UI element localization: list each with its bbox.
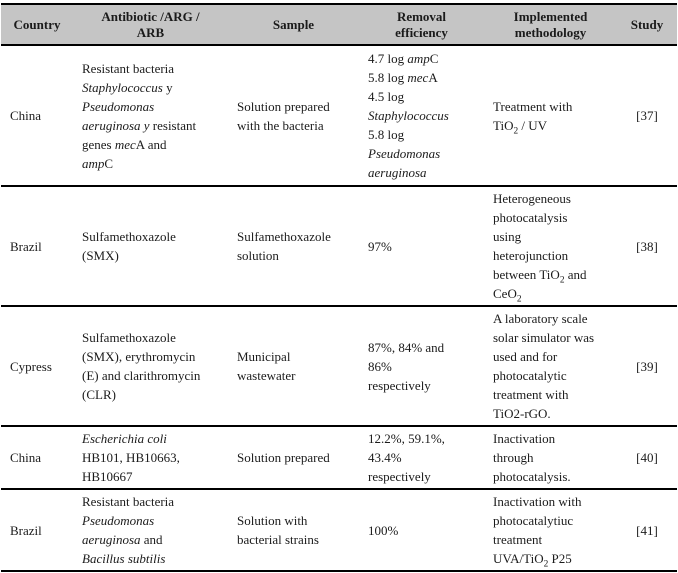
subscript-text: 2 xyxy=(543,559,549,570)
header-text: Antibiotic /ARG / xyxy=(101,8,200,24)
table-cell xyxy=(617,306,677,426)
text-segment: UVA/TiO xyxy=(493,551,544,566)
italic-text: aeruginosa xyxy=(82,532,141,547)
text-segment: CeO xyxy=(493,286,517,301)
italic-text: mec xyxy=(407,70,429,85)
table-cell xyxy=(617,426,677,489)
text-segment: [38] xyxy=(636,238,658,254)
header-cell-5 xyxy=(617,4,677,45)
text-segment: A and xyxy=(135,136,167,152)
table-cell xyxy=(484,489,617,571)
text-segment: solar simulator was xyxy=(493,330,595,345)
text-segment: and xyxy=(140,532,163,547)
text-segment: with the bacteria xyxy=(237,117,324,133)
results-table xyxy=(1,3,677,572)
table-cell xyxy=(359,306,484,426)
italic-text: amp xyxy=(82,155,105,171)
subscript-text: 2 xyxy=(516,294,522,305)
table-cell xyxy=(359,489,484,571)
header-cell-2 xyxy=(228,4,359,45)
text-segment: TiO2-rGO. xyxy=(493,406,551,421)
text-segment: used and for xyxy=(493,349,558,364)
header-cell-4 xyxy=(484,4,617,45)
text-segment: Inactivation with xyxy=(493,494,582,509)
text-segment: heterojunction xyxy=(493,248,569,263)
table-cell xyxy=(228,186,359,306)
text-segment: wastewater xyxy=(237,368,296,383)
text-segment: TiO xyxy=(493,117,514,133)
text-segment: (SMX), erythromycin xyxy=(82,349,196,364)
header-text: Study xyxy=(630,16,664,32)
table-cell xyxy=(73,306,228,426)
text-segment: [39] xyxy=(636,358,658,374)
table-cell xyxy=(1,306,73,426)
text-segment: Sulfamethoxazole xyxy=(237,229,331,244)
subscript-text: 2 xyxy=(559,275,565,286)
text-segment: 5.8 log xyxy=(368,70,408,85)
text-segment: Treatment with xyxy=(493,98,573,114)
text-segment: Inactivation xyxy=(493,431,556,446)
table-cell xyxy=(484,45,617,186)
table-cell xyxy=(1,186,73,306)
header-text: Removal xyxy=(396,8,447,24)
text-segment: y xyxy=(162,79,173,95)
table-cell xyxy=(228,426,359,489)
text-segment: C xyxy=(429,51,439,66)
table-cell xyxy=(617,45,677,186)
table-row xyxy=(1,45,677,186)
text-segment: 86% xyxy=(368,358,392,374)
text-segment: [41] xyxy=(636,522,658,538)
text-segment: Solution prepared xyxy=(237,450,330,465)
table-cell xyxy=(359,426,484,489)
text-segment: Solution with xyxy=(237,513,308,528)
header-cell-3 xyxy=(359,4,484,45)
table-cell xyxy=(73,186,228,306)
text-segment: between TiO xyxy=(493,267,560,282)
text-segment: Brazil xyxy=(10,522,42,538)
text-segment: C xyxy=(104,155,114,171)
text-segment: 4.7 log xyxy=(368,51,408,66)
text-segment: / UV xyxy=(518,117,548,133)
text-segment: and xyxy=(564,267,587,282)
text-segment: 43.4% xyxy=(368,450,402,465)
text-segment: Solution prepared xyxy=(237,98,330,114)
header-cell-1 xyxy=(73,4,228,45)
table-cell xyxy=(1,489,73,571)
header-text: efficiency xyxy=(395,24,448,40)
header-text: Sample xyxy=(272,16,315,32)
text-segment: (E) and clarithromycin xyxy=(82,368,201,383)
text-segment: respectively xyxy=(368,469,431,484)
text-segment: Sulfamethoxazole xyxy=(82,229,176,244)
text-segment: [40] xyxy=(636,450,658,465)
table-cell xyxy=(1,426,73,489)
text-segment: through xyxy=(493,450,534,465)
header-cell-0 xyxy=(1,4,73,45)
italic-text: Staphylococcus xyxy=(368,108,449,123)
table-cell xyxy=(228,45,359,186)
italic-text: Escherichia coli xyxy=(82,431,167,446)
italic-text: Pseudomonas xyxy=(82,513,155,528)
italic-text: Staphylococcus xyxy=(82,79,163,95)
header-text: Country xyxy=(13,16,61,32)
table-cell xyxy=(1,45,73,186)
text-segment: photocatalytic xyxy=(493,368,567,383)
text-segment: bacterial strains xyxy=(237,532,319,547)
text-segment: photocatalysis. xyxy=(493,469,571,484)
italic-text: Pseudomonas xyxy=(368,146,441,161)
table-cell xyxy=(73,426,228,489)
text-segment: solution xyxy=(237,248,279,263)
italic-text: aeruginosa y xyxy=(82,117,150,133)
table-row xyxy=(1,306,677,426)
text-segment: resistant xyxy=(149,117,197,133)
text-segment: Resistant bacteria xyxy=(82,60,175,76)
text-segment: 97% xyxy=(368,238,392,254)
italic-text: mec xyxy=(114,136,136,152)
italic-text: aeruginosa xyxy=(368,165,427,180)
text-segment: (SMX) xyxy=(82,248,119,263)
table-row xyxy=(1,186,677,306)
italic-text: amp xyxy=(407,51,430,66)
table-cell xyxy=(228,489,359,571)
text-segment: P25 xyxy=(548,551,572,566)
table-cell xyxy=(617,186,677,306)
text-segment: HB10667 xyxy=(82,469,133,484)
table-body xyxy=(1,45,677,571)
text-segment: Sulfamethoxazole xyxy=(82,330,176,345)
text-segment: A laboratory scale xyxy=(493,311,588,326)
table-row xyxy=(1,426,677,489)
text-segment: treatment with xyxy=(493,387,569,402)
subscript-text: 2 xyxy=(513,126,519,137)
text-segment: HB101, HB10663, xyxy=(82,450,180,465)
text-segment: using xyxy=(493,229,522,244)
table-cell xyxy=(359,45,484,186)
text-segment: Cypress xyxy=(10,358,52,374)
text-segment: photocatalytiuc xyxy=(493,513,574,528)
italic-text: Bacillus subtilis xyxy=(82,551,166,566)
table-cell xyxy=(228,306,359,426)
text-segment: [37] xyxy=(636,108,658,123)
text-segment: A xyxy=(428,70,438,85)
text-segment: 4.5 log xyxy=(368,89,405,104)
table-cell xyxy=(73,45,228,186)
text-segment: genes xyxy=(82,136,115,152)
text-segment: 100% xyxy=(368,522,399,538)
header-text: ARB xyxy=(136,24,165,40)
text-segment: China xyxy=(10,450,42,465)
text-segment: photocatalysis xyxy=(493,210,568,225)
text-segment: China xyxy=(10,108,42,123)
text-segment: respectively xyxy=(368,377,431,393)
header-row xyxy=(1,4,677,45)
table-cell xyxy=(484,306,617,426)
text-segment: Municipal xyxy=(237,349,291,364)
italic-text: Pseudomonas xyxy=(82,98,155,114)
table-cell xyxy=(484,426,617,489)
table-cell xyxy=(359,186,484,306)
text-segment: 5.8 log xyxy=(368,127,405,142)
table-row xyxy=(1,489,677,571)
table-cell xyxy=(617,489,677,571)
text-segment: Resistant bacteria xyxy=(82,494,175,509)
header-text: methodology xyxy=(514,24,587,40)
text-segment: 87%, 84% and xyxy=(368,339,445,355)
text-segment: (CLR) xyxy=(82,387,116,402)
text-segment: Brazil xyxy=(10,238,42,254)
table-cell xyxy=(73,489,228,571)
header-text: Implemented xyxy=(513,8,588,24)
text-segment: treatment xyxy=(493,532,543,547)
table-cell xyxy=(484,186,617,306)
text-segment: 12.2%, 59.1%, xyxy=(368,431,445,446)
text-segment: Heterogeneous xyxy=(493,191,571,206)
